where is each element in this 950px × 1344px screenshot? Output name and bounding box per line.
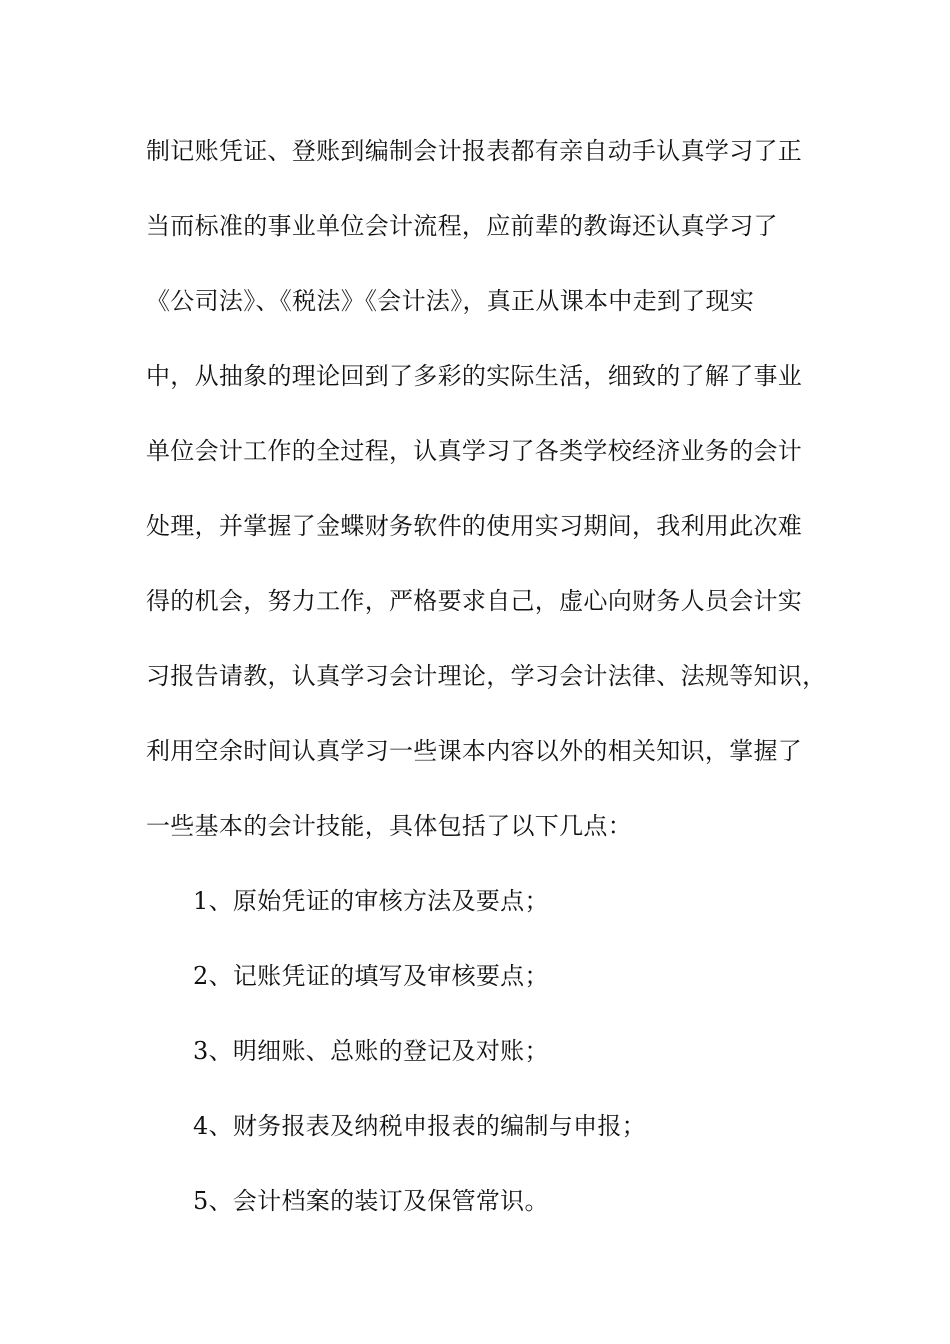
paragraph-line: 制记账凭证、登账到编制会计报表都有亲自动手认真学习了正 xyxy=(146,137,803,165)
paragraph-line: 处理，并掌握了金蝶财务软件的使用实习期间，我利用此次难 xyxy=(146,512,803,540)
list-item: 3、明细账、总账的登记及对账； xyxy=(193,1037,549,1065)
list-item: 1、原始凭证的审核方法及要点； xyxy=(193,887,549,915)
paragraph-line: 中，从抽象的理论回到了多彩的实际生活，细致的了解了事业 xyxy=(146,362,803,390)
paragraph-line: 单位会计工作的全过程，认真学习了各类学校经济业务的会计 xyxy=(146,437,803,465)
list-item: 4、财务报表及纳税申报表的编制与申报； xyxy=(193,1112,646,1140)
paragraph-line: 一些基本的会计技能，具体包括了以下几点： xyxy=(146,812,632,840)
paragraph-line: 得的机会，努力工作，严格要求自己，虚心向财务人员会计实 xyxy=(146,587,803,615)
paragraph-line: 利用空余时间认真学习一些课本内容以外的相关知识，掌握了 xyxy=(146,737,803,765)
paragraph-line: 《公司法》、《税法》《会计法》，真正从课本中走到了现实 xyxy=(146,287,755,315)
paragraph-line: 当而标准的事业单位会计流程，应前辈的教诲还认真学习了 xyxy=(146,212,778,240)
body-text xyxy=(146,126,826,1251)
paragraph-line: 习报告请教，认真学习会计理论，学习会计法律、法规等知识， xyxy=(146,662,827,690)
list-item: 5、会计档案的装订及保管常识。 xyxy=(193,1187,549,1215)
list-item: 2、记账凭证的填写及审核要点； xyxy=(193,962,549,990)
